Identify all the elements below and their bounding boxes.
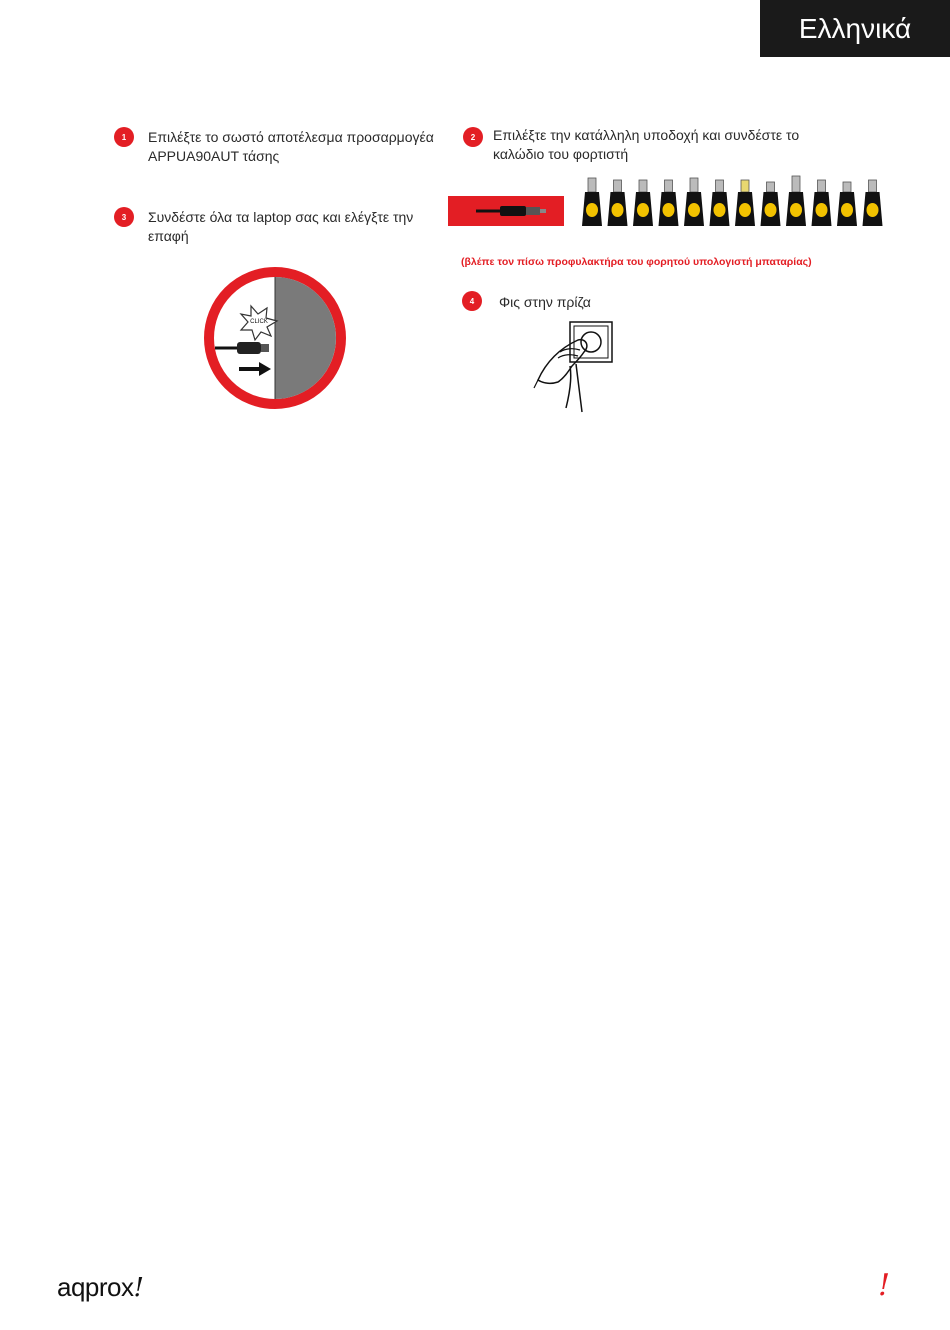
step-4-text: [499, 293, 591, 312]
brand-mark: !: [133, 1273, 144, 1303]
step-1-line1: Επιλέξτε το σωστό αποτέλεσμα προσαρμογέα: [148, 129, 434, 145]
step-3-text: [148, 208, 413, 246]
connector-tip-icon: [786, 176, 806, 226]
plug-in-socket-illustration: [530, 318, 620, 416]
connector-tip-icon: [837, 182, 857, 226]
step-3-line2: επαφή: [148, 228, 189, 244]
step-3-badge: 3: [114, 207, 134, 227]
connector-tip-icon: [761, 182, 781, 226]
connector-tip-icon: [582, 178, 602, 226]
connector-tip-icon: [633, 180, 653, 226]
step-1-badge: 1: [114, 127, 134, 147]
step-1-text: [148, 128, 434, 166]
page-mark-icon: !: [878, 1268, 891, 1303]
connector-tip-icon: [608, 180, 628, 226]
step-1-line2: APPUA90AUT τάσης: [148, 148, 280, 164]
step-2-text: [493, 126, 799, 164]
connector-tip-icon: [863, 180, 883, 226]
connector-tips-icon: [580, 172, 886, 230]
battery-note: (βλέπε τον πίσω προφυλακτήρα του φορητού υπολογιστή μπαταρίας): [461, 256, 812, 268]
brand-name: aqprox: [57, 1272, 134, 1302]
language-tab: Ελληνικά: [760, 0, 950, 57]
charger-cable-illustration: [448, 196, 564, 226]
aqprox-logo: [57, 1272, 143, 1303]
connector-tip-icon: [659, 180, 679, 226]
step-4-badge: 4: [462, 291, 482, 311]
step-3-line1: Συνδέστε όλα τα laptop σας και ελέγξτε την: [148, 209, 414, 225]
step-2-line2: καλώδιο του φορτιστή: [493, 146, 629, 162]
connector-tip-icon: [684, 178, 704, 226]
step-2-line1: Επιλέξτε την κατάλληλη υποδοχή και συνδέστε το: [493, 127, 800, 143]
step-2-badge: 2: [463, 127, 483, 147]
connector-tip-icon: [710, 180, 730, 226]
step-4-line1: Φις στην πρίζα: [499, 294, 591, 310]
connector-tips-set: [580, 172, 886, 230]
click-connection-illustration: [203, 266, 347, 410]
connector-tip-icon: [735, 180, 755, 226]
connector-tip-icon: [812, 180, 832, 226]
click-label: CLICK: [250, 319, 268, 325]
